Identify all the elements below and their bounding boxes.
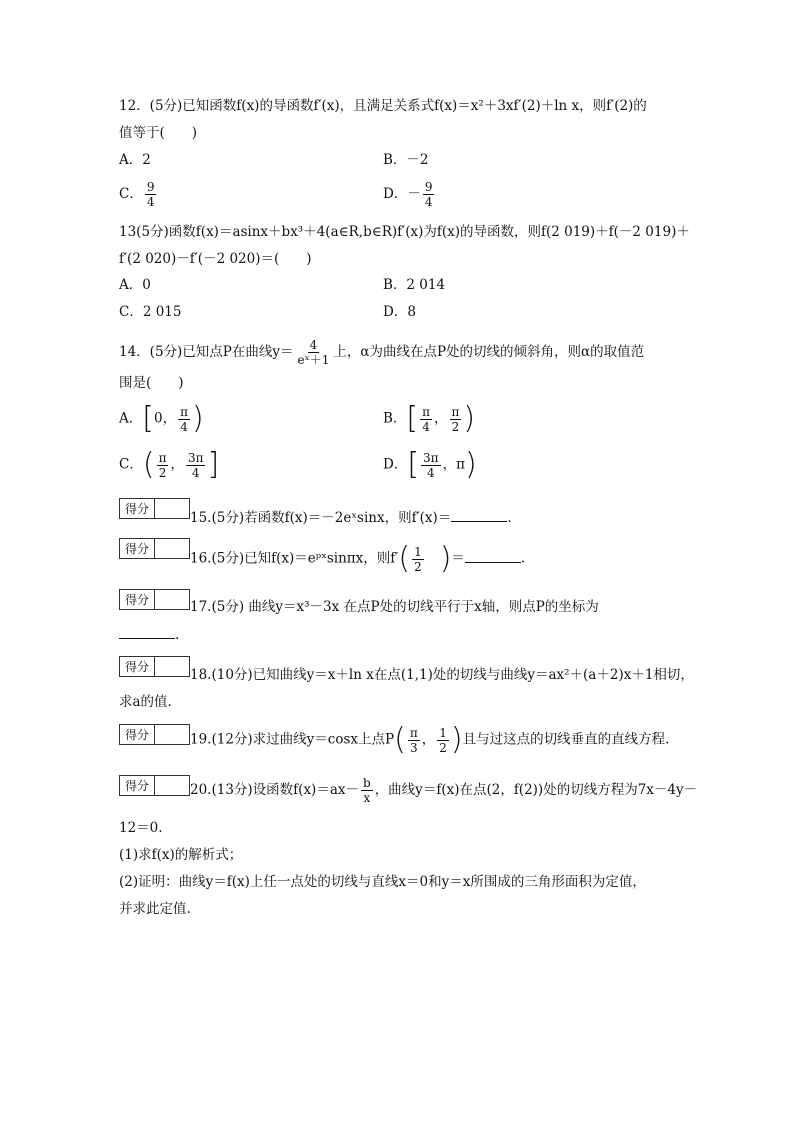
separator-comma: ，	[442, 456, 457, 473]
interval-left-fraction	[421, 451, 441, 480]
fraction-denominator: 4	[422, 419, 430, 434]
q17-end: .	[175, 627, 180, 643]
q12-option-d	[383, 180, 436, 209]
fraction-denominator: 4	[180, 419, 188, 434]
interval-left-fraction	[157, 451, 169, 480]
answer-blank[interactable]	[119, 624, 175, 639]
separator-comma: ，	[434, 410, 448, 427]
fraction-numerator: π	[409, 725, 418, 740]
q16-post: ＝	[451, 550, 465, 567]
q12-option-a: A．2	[119, 152, 151, 168]
interval-right: π	[456, 456, 465, 473]
q14-stem-line2: 围是( )	[119, 375, 184, 391]
q12-option-d-fraction	[423, 180, 435, 209]
fraction-denominator: 3	[409, 740, 418, 755]
q16-fraction	[412, 545, 424, 574]
score-field[interactable]	[155, 590, 189, 609]
score-field[interactable]	[155, 725, 189, 744]
score-field[interactable]	[155, 539, 189, 558]
q14-option-a-prefix: A．	[119, 410, 143, 427]
fraction-numerator: 9	[424, 180, 433, 194]
q14-option-b-prefix: B．	[383, 410, 407, 427]
q18-stem-line2: 求a的值.	[119, 694, 172, 710]
q12-stem-line1: 12．(5分)已知函数f(x)的导函数f′(x)，且满足关系式f(x)＝x²＋3xf′(2)＋ln x，则f′(2)的	[119, 98, 647, 114]
fraction-denominator: 2	[451, 419, 460, 434]
right-bracket: )	[191, 401, 204, 436]
score-box-q16[interactable]	[119, 538, 190, 559]
fraction-numerator: 3π	[423, 450, 439, 465]
fraction-numerator: 4	[309, 338, 318, 352]
separator-comma: ，	[162, 410, 177, 427]
q14-stem-pre: 14．(5分)已知点P在曲线y＝	[119, 344, 294, 360]
interval-right-fraction	[178, 405, 190, 434]
fraction-denominator: 2	[439, 740, 447, 755]
score-box-q19[interactable]	[119, 724, 190, 745]
separator-comma: ，	[421, 731, 436, 748]
interval-left: 0	[153, 410, 163, 427]
q13-option-c: C．2 015	[119, 304, 182, 320]
q13-stem-line1: 13(5分)函数f(x)＝asinx＋bx³＋4(a∈R,b∈R)f′(x)为f(x)的导函数，则f(2 019)＋f(－2 019)＋	[119, 224, 690, 240]
right-bracket: ]	[207, 447, 220, 482]
q14-option-d-prefix: D．	[383, 456, 408, 473]
right-paren: )	[439, 541, 452, 576]
fraction-numerator: 3π	[187, 450, 204, 465]
score-box-q17[interactable]	[119, 589, 190, 610]
q14-stem-line1	[119, 338, 644, 367]
interval-right-fraction	[186, 451, 206, 480]
fraction-denominator: 4	[191, 465, 200, 480]
fraction-numerator: π	[422, 404, 431, 419]
score-label: 得分	[120, 499, 155, 518]
fraction-numerator: 1	[439, 725, 447, 740]
score-box-q15[interactable]	[119, 498, 190, 519]
right-bracket: )	[464, 447, 477, 482]
fraction-numerator: 9	[146, 180, 155, 194]
left-paren: (	[394, 722, 406, 757]
q19-stem	[190, 722, 670, 757]
q12-option-d-prefix: D．－	[383, 186, 421, 202]
fraction-denominator: 4	[426, 465, 435, 480]
q12-option-c	[119, 180, 158, 209]
q14-stem-post: 上，α为曲线在点P处的切线的倾斜角，则α的取值范	[333, 344, 645, 360]
score-field[interactable]	[155, 499, 189, 518]
q20-part2-line2: 并求此定值.	[119, 901, 191, 917]
right-paren: )	[450, 722, 463, 757]
q12-option-c-fraction	[145, 180, 157, 209]
q15-stem	[190, 507, 512, 528]
score-label: 得分	[120, 590, 155, 609]
q12-option-c-prefix: C．	[119, 186, 143, 202]
score-label: 得分	[120, 776, 155, 795]
score-label: 得分	[120, 657, 155, 676]
q18-stem-line1: 18.(10分)已知曲线y＝x＋ln x在点(1,1)处的切线与曲线y＝ax²＋(a＋2)x＋1相切，	[190, 667, 694, 683]
q14-curve-fraction	[296, 338, 332, 367]
score-field[interactable]	[155, 657, 189, 676]
q20-part2-line1: (2)证明：曲线y＝f(x)上任一点处的切线与直线x＝0和y＝x所围成的三角形面积为定值，	[119, 874, 646, 890]
fraction-denominator: 4	[146, 195, 155, 209]
fraction-denominator: 2	[414, 559, 422, 574]
fraction-denominator: 2	[158, 465, 167, 480]
left-bracket: [	[407, 447, 420, 482]
left-bracket: (	[142, 447, 155, 482]
q14-option-d	[383, 447, 477, 482]
q16-end: .	[520, 550, 526, 567]
q13-option-a: A．0	[119, 277, 151, 293]
q12-stem-line2: 值等于( )	[119, 125, 198, 141]
q14-option-a	[119, 401, 204, 436]
left-paren: (	[398, 541, 411, 576]
q13-stem-line2: f′(2 020)－f′(－2 020)＝( )	[119, 251, 312, 267]
fraction-numerator: π	[451, 404, 460, 419]
q20-stem-line2: 12＝0.	[119, 820, 163, 836]
left-bracket: [	[406, 401, 419, 436]
right-bracket: )	[463, 401, 476, 436]
fraction-denominator: eˣ＋1	[297, 353, 330, 367]
fraction-denominator: x	[363, 791, 371, 805]
q20-part1: (1)求f(x)的解析式；	[119, 847, 243, 863]
q19-post: 且与过这点的切线垂直的直线方程.	[462, 731, 670, 748]
fraction-numerator: π	[158, 450, 167, 465]
q15-text: 15.(5分)若函数f(x)＝－2eˣsinx，则f′(x)＝	[190, 510, 452, 526]
score-field[interactable]	[155, 776, 189, 795]
fraction-numerator: 1	[414, 544, 422, 559]
score-label: 得分	[120, 725, 155, 744]
q20-fraction	[361, 776, 373, 805]
fraction-numerator: b	[363, 776, 371, 790]
q13-option-b: B．2 014	[383, 277, 446, 293]
score-box-q18[interactable]	[119, 656, 190, 677]
left-bracket: [	[142, 401, 154, 436]
q17-stem-line2	[119, 624, 179, 645]
answer-blank[interactable]	[465, 548, 521, 563]
q19-fraction-1	[408, 726, 420, 755]
q20-stem-line1	[190, 776, 697, 805]
score-label: 得分	[120, 539, 155, 558]
q19-pre: 19.(12分)求过曲线y＝cosx上点P	[190, 731, 395, 748]
q17-stem-line1: 17.(5分) 曲线y＝x³－3x 在点P处的切线平行于x轴，则点P的坐标为	[190, 599, 599, 615]
q16-pre: 16.(5分)已知f(x)＝eᵖˣsinπx，则f′	[190, 550, 399, 567]
q14-option-b	[383, 401, 476, 436]
interval-right-fraction	[450, 405, 462, 434]
q13-option-d: D．8	[383, 304, 416, 320]
answer-blank[interactable]	[451, 507, 507, 522]
q16-stem	[190, 541, 526, 576]
q20-post: ，曲线y＝f(x)在点(2，f(2))处的切线方程为7x－4y－	[374, 782, 698, 798]
fraction-numerator: π	[180, 404, 188, 419]
q14-option-c-prefix: C．	[119, 456, 143, 473]
q14-option-c	[119, 447, 220, 482]
q19-fraction-2	[437, 726, 449, 755]
separator-comma: ，	[170, 456, 184, 473]
q20-pre: 20.(13分)设函数f(x)＝ax－	[190, 782, 359, 798]
interval-left-fraction	[420, 405, 432, 434]
q12-option-b: B．－2	[383, 152, 429, 168]
score-box-q20[interactable]	[119, 775, 190, 796]
fraction-denominator: 4	[424, 195, 433, 209]
q15-end: .	[507, 510, 512, 526]
